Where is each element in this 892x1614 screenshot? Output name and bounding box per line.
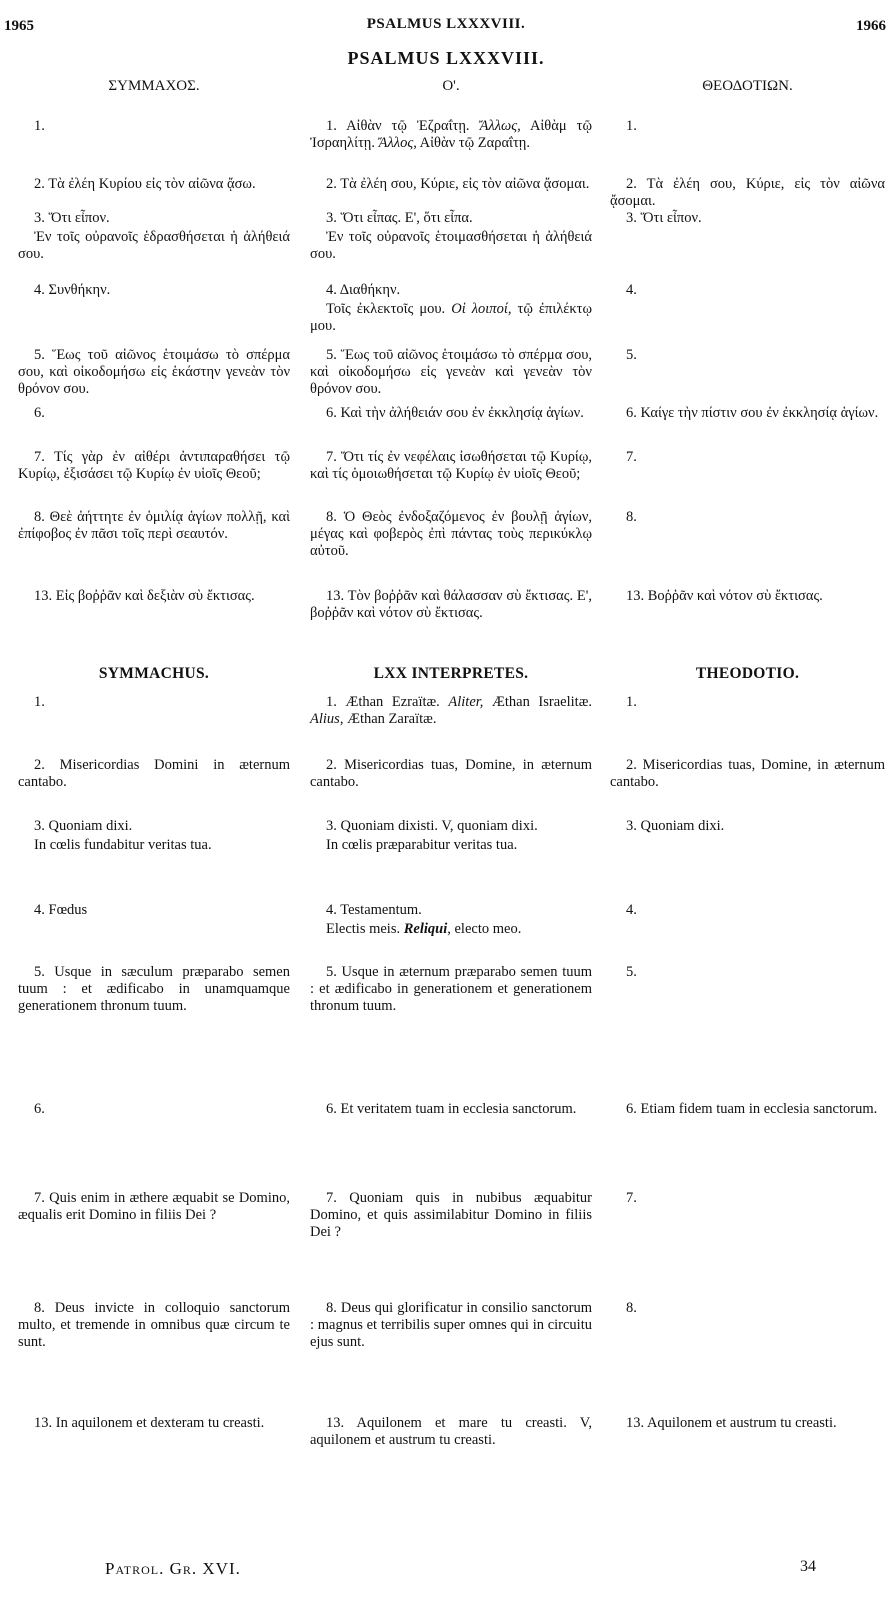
greek-theodotion-v13: 13. Βοῤῥᾶν καὶ νότον σὺ ἔκτισας. — [626, 588, 823, 604]
running-head: PSALMUS LXXXVIII. — [366, 16, 526, 32]
greek-lxx-v7: 7. Ὅτι τίς ἐν νεφέλαις ἰσωθήσεται τῷ Κυρίῳ, καὶ τίς ὁμοιωθήσεται τῷ Κυρίῳ ἐν υἱοῖς Θεοῦ; — [310, 449, 592, 482]
greek-theodotion-v6: 6. Καίγε τὴν πίστιν σου ἐν ἐκκλησίᾳ ἁγίων. — [626, 405, 879, 421]
greek-symmachus-v1: 1. — [34, 118, 45, 134]
page-title: PSALMUS LXXXVIII. — [347, 48, 545, 68]
greek-symmachus-v13: 13. Εἰς βοῤῥᾶν καὶ δεξιὰν σὺ ἔκτισας. — [34, 588, 255, 604]
latin-theodotion-v4: 4. — [626, 902, 637, 918]
col-head-symmachus-greek: ΣΥΜΜΑΧΟΣ. — [108, 78, 200, 94]
col-head-theodotion-latin: THEODOTIO. — [695, 665, 800, 682]
greek-theodotion-v8: 8. — [626, 509, 637, 525]
latin-lxx-v1: 1. Æthan Ezraïtæ. Aliter, Æthan Israelitæ. Alius, Æthan Zaraïtæ. — [310, 694, 592, 727]
latin-theodotion-v7: 7. — [626, 1190, 637, 1206]
greek-symmachus-v5: 5. Ἕως τοῦ αἰῶνος ἑτοιμάσω τὸ σπέρμα σου, καὶ οἰκοδομήσω εἰς ἑκάστην γενεὰν τὸν θρόνον σου. — [18, 347, 290, 397]
latin-symmachus-v4: 4. Fœdus — [34, 902, 88, 918]
greek-symmachus-v2: 2. Τὰ ἐλέη Κυρίου εἰς τὸν αἰῶνα ᾄσω. — [34, 176, 256, 192]
latin-theodotion-v8: 8. — [626, 1300, 637, 1316]
page-number-right: 1966 — [856, 18, 886, 34]
latin-symmachus-v3: 3. Quoniam dixi. In cœlis fundabitur veritas tua. — [34, 818, 212, 853]
col-head-lxx-latin: LXX INTERPRETES. — [373, 665, 529, 682]
greek-symmachus-v3: 3. Ὅτι εἶπον. Ἐν τοῖς οὐρανοῖς ἑδρασθήσεται ἡ ἀλήθειά σου. — [18, 210, 290, 262]
footer-source: Patrol. Gr. XVI. — [105, 1559, 241, 1578]
latin-theodotion-v13: 13. Aquilonem et austrum tu creasti. — [626, 1415, 837, 1431]
greek-theodotion-v1: 1. — [626, 118, 637, 134]
greek-theodotion-v7: 7. — [626, 449, 637, 465]
latin-symmachus-v6: 6. — [34, 1101, 45, 1117]
page-number-left: 1965 — [4, 18, 34, 34]
latin-theodotion-v3: 3. Quoniam dixi. — [626, 818, 725, 834]
greek-lxx-v13: 13. Τὸν βοῤῥᾶν καὶ θάλασσαν σὺ ἔκτισας. Ε', βοῤῥᾶν καὶ νότον σὺ ἔκτισας. — [310, 588, 592, 621]
latin-symmachus-v7: 7. Quis enim in æthere æquabit se Domino, æqualis erit Domino in filiis Dei ? — [18, 1190, 290, 1223]
col-head-lxx-greek: Ο'. — [442, 78, 460, 94]
latin-theodotion-v2: 2. Misericordias tuas, Domine, in æternum cantabo. — [610, 757, 885, 790]
greek-theodotion-v3: 3. Ὅτι εἶπον. — [626, 210, 702, 226]
latin-theodotion-v6: 6. Etiam fidem tuam in ecclesia sanctorum. — [626, 1101, 878, 1117]
greek-lxx-v6: 6. Καὶ τὴν ἀλήθειάν σου ἐν ἐκκλησίᾳ ἁγίων. — [326, 405, 584, 421]
col-head-symmachus-latin: SYMMACHUS. — [98, 665, 210, 682]
latin-symmachus-v8: 8. Deus invicte in colloquio sanctorum multo, et tremende in omnibus quæ circum te sunt. — [18, 1300, 290, 1350]
greek-symmachus-v6: 6. — [34, 405, 45, 421]
greek-theodotion-v4: 4. — [626, 282, 637, 298]
latin-theodotion-v1: 1. — [626, 694, 637, 710]
latin-symmachus-v5: 5. Usque in sæculum præparabo semen tuum : et ædificabo in unamquamque generationem thronum tuum. — [18, 964, 290, 1014]
greek-symmachus-v4: 4. Συνθήκην. — [34, 282, 111, 298]
greek-symmachus-v8: 8. Θεὲ ἀήττητε ἐν ὁμιλίᾳ ἁγίων πολλῇ, καὶ ἐπίφοβος ἐν πᾶσι τοῖς περὶ σεαυτόν. — [18, 509, 290, 542]
latin-symmachus-v13: 13. In aquilonem et dexteram tu creasti. — [34, 1415, 265, 1431]
latin-theodotion-v5: 5. — [626, 964, 637, 980]
greek-lxx-v2: 2. Τὰ ἐλέη σου, Κύριε, εἰς τὸν αἰῶνα ᾄσομαι. — [326, 176, 590, 192]
greek-lxx-v5: 5. Ἕως τοῦ αἰῶνος ἑτοιμάσω τὸ σπέρμα σου, καὶ οἰκοδομήσω εἰς γενεὰν καὶ γενεὰν τὸν θρόνον σου. — [310, 347, 592, 397]
latin-lxx-v2: 2. Misericordias tuas, Domine, in æternum cantabo. — [310, 757, 592, 790]
latin-symmachus-v2: 2. Misericordias Domini in æternum cantabo. — [18, 757, 290, 790]
latin-lxx-v8: 8. Deus qui glorificatur in consilio sanctorum : magnus et terribilis super omnes qui in circuitu ejus sunt. — [310, 1300, 592, 1350]
footer-signature-number: 34 — [800, 1558, 816, 1575]
greek-lxx-v3: 3. Ὅτι εἶπας. Ε', ὅτι εἶπα. Ἐν τοῖς οὐρανοῖς ἑτοιμασθήσεται ἡ ἀλήθειά σου. — [310, 210, 592, 262]
latin-lxx-v6: 6. Et veritatem tuam in ecclesia sanctorum. — [326, 1101, 577, 1117]
greek-theodotion-v5: 5. — [626, 347, 637, 363]
greek-theodotion-v2: 2. Τὰ ἐλέη σου, Κύριε, εἰς τὸν αἰῶνα ᾄσομαι. — [610, 176, 885, 209]
greek-lxx-v4: 4. Διαθήκην. Τοῖς ἐκλεκτοῖς μου. Οἱ λοιποί, τῷ ἐπιλέκτῳ μου. — [310, 282, 593, 334]
col-head-theodotion-greek: ΘΕΟΔΟΤΙΩΝ. — [702, 78, 793, 94]
latin-lxx-v3: 3. Quoniam dixisti. V, quoniam dixi. In cœlis præparabitur veritas tua. — [326, 818, 538, 853]
latin-lxx-v4: 4. Testamentum. Electis meis. Reliqui, electo meo. — [326, 902, 522, 937]
latin-lxx-v13: 13. Aquilonem et mare tu creasti. V, aquilonem et austrum tu creasti. — [310, 1415, 592, 1448]
greek-lxx-v1: 1. Αἰθὰν τῷ Ἐζραΐτῃ. Ἄλλως, Αἰθὰμ τῷ Ἰσραηλίτῃ. Ἄλλος, Αἰθὰν τῷ Ζαραΐτῃ. — [310, 118, 592, 151]
greek-lxx-v8: 8. Ὁ Θεὸς ἐνδοξαζόμενος ἐν βουλῇ ἁγίων, μέγας καὶ φοβερὸς ἐπὶ πάντας τοὺς περικύκλῳ αὐτοῦ. — [310, 509, 592, 559]
greek-symmachus-v7: 7. Τίς γὰρ ἐν αἰθέρι ἀντιπαραθήσει τῷ Κυρίῳ, ἐξισάσει τῷ Κυρίῳ ἐν υἱοῖς Θεοῦ; — [18, 449, 290, 482]
latin-lxx-v5: 5. Usque in æternum præparabo semen tuum : et ædificabo in generationem et generationem thronum tuum. — [310, 964, 592, 1014]
latin-symmachus-v1: 1. — [34, 694, 45, 710]
latin-lxx-v7: 7. Quoniam quis in nubibus æquabitur Domino, et quis assimilabitur Domino in filiis Dei ? — [310, 1190, 592, 1240]
